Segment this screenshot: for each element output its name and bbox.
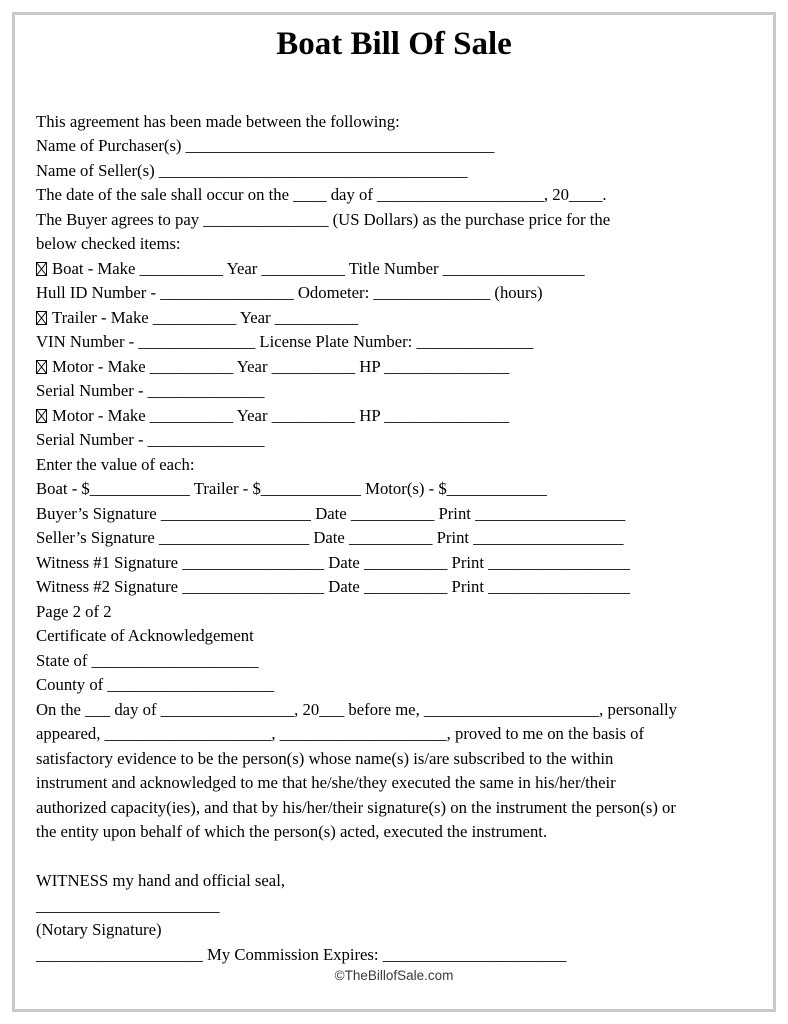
buyer-signature-line: Buyer’s Signature __________________ Date __________ Print __________________ (36, 503, 626, 523)
hull-id-line: Hull ID Number - ________________ Odometer: ______________ (hours) (36, 283, 543, 303)
seller-name-line: Name of Seller(s) _____________________________________ (36, 160, 468, 180)
trailer-item-line (36, 306, 768, 331)
sale-date-line: The date of the sale shall occur on the ____ day of ____________________, 20____. (36, 185, 607, 205)
checked-ballot-box-icon (36, 404, 47, 429)
trailer-item-text: Trailer - Make __________ Year __________ (52, 307, 359, 327)
document-title: Boat Bill Of Sale (276, 26, 512, 62)
vin-line: VIN Number - ______________ License Plate Number: ______________ (36, 332, 534, 352)
acknowledgement-paragraph-line: appeared, ____________________, ____________________, proved to me on the basis of (36, 724, 645, 744)
notary-signature-blank-line: ______________________ (36, 895, 220, 915)
certificate-heading-line: Certificate of Acknowledgement (36, 626, 254, 646)
acknowledgement-paragraph-line: instrument and acknowledged to me that he/she/they executed the same in his/her/their (36, 773, 616, 793)
witness-seal-line: WITNESS my hand and official seal, (36, 871, 286, 891)
acknowledgement-paragraph-line: On the ___ day of ________________, 20___ before me, _____________________, personally (36, 699, 677, 719)
acknowledgement-paragraph-line: authorized capacity(ies), and that by his/her/their signature(s) on the instrument the person(s) or (36, 797, 676, 817)
motor1-item-line (36, 355, 768, 380)
motor2-item-line (36, 404, 768, 429)
witness2-signature-line: Witness #2 Signature _________________ Date __________ Print _________________ (36, 577, 631, 597)
item-values-line: Boat - $____________ Trailer - $____________ Motor(s) - $____________ (36, 479, 547, 499)
acknowledgement-paragraph-line: the entity upon behalf of which the person(s) acted, executed the instrument. (36, 822, 548, 842)
acknowledgement-paragraph-line: satisfactory evidence to be the person(s) whose name(s) is/are subscribed to the within (36, 748, 614, 768)
witness1-signature-line: Witness #1 Signature _________________ Date __________ Print _________________ (36, 552, 631, 572)
motor1-serial-line: Serial Number - ______________ (36, 381, 265, 401)
boat-item-line (36, 257, 768, 282)
checked-ballot-box-icon (36, 355, 47, 380)
commission-expires-line: ____________________ My Commission Expires: ______________________ (36, 944, 567, 964)
notary-signature-label-line: (Notary Signature) (36, 920, 162, 940)
motor2-item-text: Motor - Make __________ Year __________ HP _______________ (52, 405, 510, 425)
boat-item-text: Boat - Make __________ Year __________ Title Number _________________ (52, 258, 585, 278)
motor1-item-text: Motor - Make __________ Year __________ HP _______________ (52, 356, 510, 376)
seller-signature-line: Seller’s Signature __________________ Date __________ Print __________________ (36, 528, 624, 548)
checked-items-line: below checked items: (36, 234, 181, 254)
county-line: County of ____________________ (36, 675, 275, 695)
agreement-intro-line: This agreement has been made between the following: (36, 111, 400, 131)
checked-ballot-box-icon (36, 306, 47, 331)
footer-watermark: ©TheBillofSale.com (334, 968, 454, 984)
purchase-price-line: The Buyer agrees to pay _______________ (US Dollars) as the purchase price for the (36, 209, 611, 229)
value-intro-line: Enter the value of each: (36, 454, 195, 474)
form-body (36, 110, 768, 968)
page-number-line: Page 2 of 2 (36, 601, 112, 621)
state-line: State of ____________________ (36, 650, 259, 670)
blank-line (36, 845, 768, 870)
purchaser-name-line: Name of Purchaser(s) _____________________________________ (36, 136, 495, 156)
checked-ballot-box-icon (36, 257, 47, 282)
motor2-serial-line: Serial Number - ______________ (36, 430, 265, 450)
